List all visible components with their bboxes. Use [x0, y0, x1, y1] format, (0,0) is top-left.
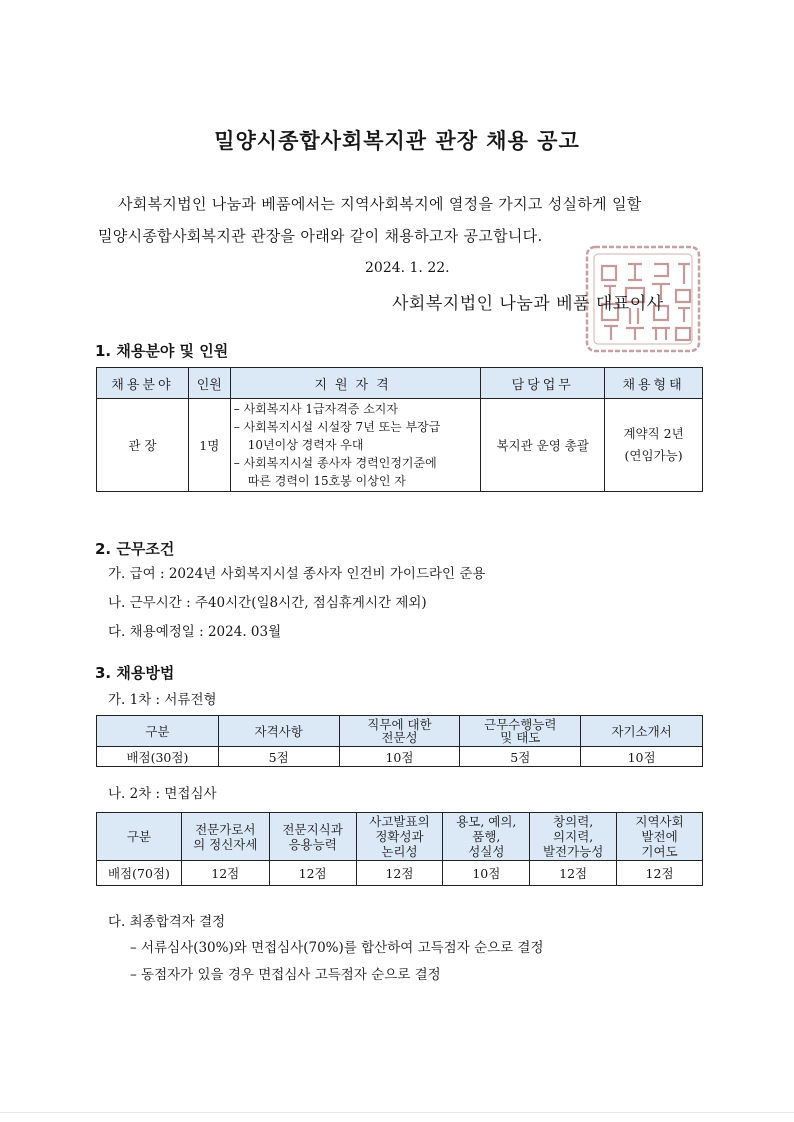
count-cell: 1명 — [188, 399, 230, 492]
intro-line-1: 사회복지법인 나눔과 베품에서는 지역사회복지에 열정을 가지고 성실하게 일할 — [118, 195, 642, 213]
final-selection-label: 다. 최종합격자 결정 — [108, 914, 226, 930]
screening-header-row — [97, 716, 703, 747]
section-2-heading: 2. 근무조건 — [95, 540, 175, 558]
score-cell: 12점 — [269, 861, 356, 886]
screening-header-line: 근무수행능력 및 태도 — [484, 717, 557, 745]
screening-header — [339, 716, 460, 747]
score-cell: 10점 — [581, 747, 703, 767]
qualifications-cell — [230, 399, 481, 492]
screening-header: 자격사항 — [218, 716, 339, 747]
interview-header — [617, 813, 703, 861]
score-cell: 5점 — [460, 747, 581, 767]
recruitment-table — [96, 367, 703, 492]
qualification-line: 10년이상 경력자 우대 — [247, 438, 364, 452]
employment-type-line-1: 계약직 2년 — [623, 426, 684, 441]
interview-header — [443, 813, 530, 861]
intro-line-2: 밀양시종합사회복지관 관장을 아래와 같이 채용하고자 공고합니다. — [98, 227, 543, 245]
screening-header: 구분 — [97, 716, 219, 747]
document-screening-table — [96, 715, 703, 767]
interview-header — [269, 813, 356, 861]
final-selection-rule: – 동점자가 있을 경우 면접심사 고득점자 순으로 결정 — [130, 967, 441, 983]
screening-header — [460, 716, 581, 747]
notice-date: 2024. 1. 22. — [365, 260, 450, 276]
score-cell: 12점 — [356, 861, 443, 886]
score-cell: 12점 — [617, 861, 703, 886]
qualification-line: – 사회복지시설 시설장 7년 또는 부장급 — [233, 420, 441, 434]
issuer-name: 사회복지법인 나눔과 베품 대표이사 — [392, 294, 664, 314]
page-title: 밀양시종합사회복지관 관장 채용 공고 — [214, 129, 580, 153]
condition-hours: 나. 근무시간 : 주40시간(일8시간, 점심휴게시간 제외) — [108, 595, 427, 611]
employment-type-cell — [605, 399, 703, 492]
section-3-heading: 3. 채용방법 — [95, 664, 175, 682]
score-cell: 12점 — [530, 861, 617, 886]
score-cell: 5점 — [218, 747, 339, 767]
interview-header-text: 지역사회 발전에 기여도 — [635, 814, 684, 859]
score-cell: 10점 — [443, 861, 530, 886]
interview-header — [356, 813, 443, 861]
recruitment-row — [97, 399, 703, 492]
qualification-line: 따른 경력이 15호봉 이상인 자 — [247, 474, 406, 488]
header-duty: 담당업무 — [481, 368, 605, 399]
interview-header-text: 전문지식과 응용능력 — [282, 821, 343, 852]
header-qualifications: 지원자격 — [230, 368, 481, 399]
score-cell: 배점(70점) — [97, 861, 182, 886]
screening-score-row — [97, 747, 703, 767]
condition-salary: 가. 급여 : 2024년 사회복지시설 종사자 인건비 가이드라인 준용 — [108, 566, 486, 582]
stage-1-label: 가. 1차 : 서류전형 — [108, 692, 217, 708]
employment-type-line-2: (연임가능) — [624, 448, 683, 463]
field-cell: 관 장 — [97, 399, 189, 492]
score-cell: 12점 — [181, 861, 269, 886]
page-bottom-divider — [0, 1112, 794, 1113]
interview-header: 구분 — [97, 813, 182, 861]
interview-header-row — [97, 813, 703, 861]
interview-table — [96, 812, 703, 886]
recruitment-header-row — [97, 368, 703, 399]
screening-header-line: 직무에 대한 전문성 — [367, 717, 432, 745]
header-count: 인원 — [188, 368, 230, 399]
interview-header — [181, 813, 269, 861]
duty-cell: 복지관 운영 총괄 — [481, 399, 605, 492]
interview-header-text: 전문가로서 의 정신자세 — [193, 821, 258, 852]
header-field: 채용분야 — [97, 368, 189, 399]
condition-start-date: 다. 채용예정일 : 2024. 03월 — [108, 624, 282, 640]
qualification-line: – 사회복지시설 종사자 경력인정기준에 — [233, 456, 437, 470]
score-cell: 배점(30점) — [97, 747, 219, 767]
interview-score-row — [97, 861, 703, 886]
qualification-line: – 사회복지사 1급자격증 소지자 — [233, 402, 398, 416]
screening-header: 자기소개서 — [581, 716, 703, 747]
interview-header-text: 사고발표의 정확성과 논리성 — [369, 814, 430, 859]
section-1-heading: 1. 채용분야 및 인원 — [95, 342, 229, 360]
interview-header-text: 창의력, 의지력, 발전가능성 — [542, 814, 604, 859]
interview-header-text: 용모, 예의, 품행, 성실성 — [456, 814, 517, 859]
stage-2-label: 나. 2차 : 면접심사 — [108, 786, 217, 802]
interview-header — [530, 813, 617, 861]
final-selection-rule: – 서류심사(30%)와 면접심사(70%)를 합산하여 고득점자 순으로 결정 — [130, 940, 544, 956]
score-cell: 10점 — [339, 747, 460, 767]
header-employment-type: 채용형태 — [605, 368, 703, 399]
